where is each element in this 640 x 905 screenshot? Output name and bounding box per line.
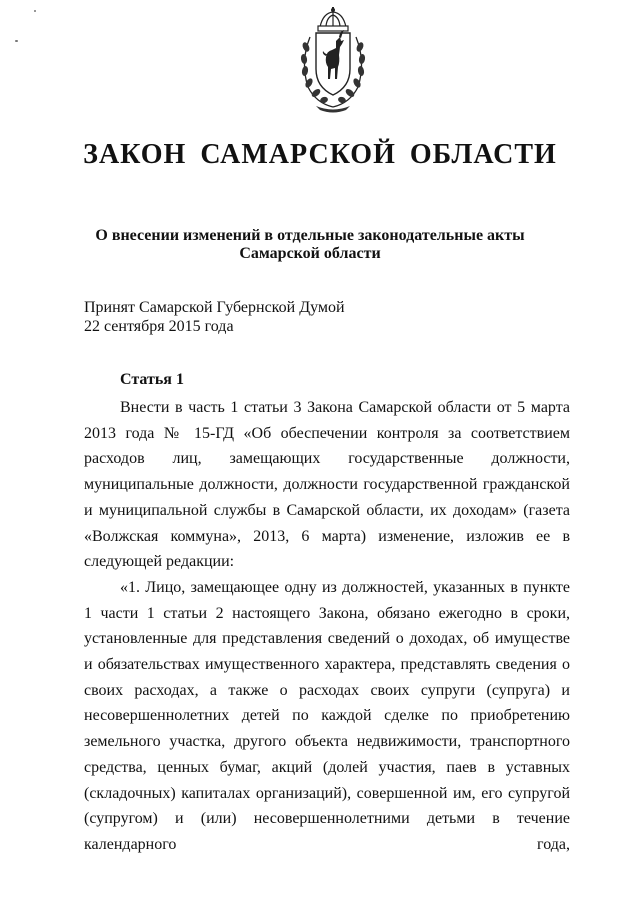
coat-of-arms-emblem (296, 7, 370, 113)
subtitle-line: О внесении изменений в отдельные законодательные акты (95, 227, 525, 244)
adopted-by-line: Принят Самарской Губернской Думой (84, 299, 345, 316)
article-paragraph: Внести в часть 1 статьи 3 Закона Самарской области от 5 марта 2013 года № 15-ГД «Об обеспечении контроля за соответствием расходов лиц, замещающих государственные должности, муниципальные должности, должности государственной гражданской и муниципальной службы в Самарской области, их доходам» (газета «Волжская коммуна», 2013, 6 марта) изменение, изложив ее в следующей редакции: (84, 399, 570, 571)
scan-speck (15, 40, 18, 42)
scan-speck (34, 10, 36, 12)
adopted-date-line: 22 сентября 2015 года (84, 318, 234, 335)
article-paragraph: «1. Лицо, замещающее одну из должностей, указанных в пункте 1 части 1 статьи 2 настоящего Закона, обязано ежегодно в сроки, установленные для представления сведений о доходах, об имуществе и обязательствах имущественного характера, представлять сведения о своих расходах, а также о расходах своих супруги (супруга) и несовершеннолетних детей по каждой сделке по приобретению земельного участка, другого объекта недвижимости, транспортного средства, ценных бумаг, акций (долей участия, паев в уставных (складочных) капиталах организаций), совершенной им, его супругой (супругом) и (или) несовершеннолетними детьми в течение календарного года, (84, 578, 570, 853)
adoption-note (84, 298, 345, 336)
subtitle-line: Самарской области (239, 245, 381, 262)
article-heading: Статья 1 (120, 371, 184, 388)
law-title: ЗАКОН САМАРСКОЙ ОБЛАСТИ (83, 139, 557, 170)
article-body (84, 395, 570, 858)
law-subtitle (60, 227, 560, 263)
